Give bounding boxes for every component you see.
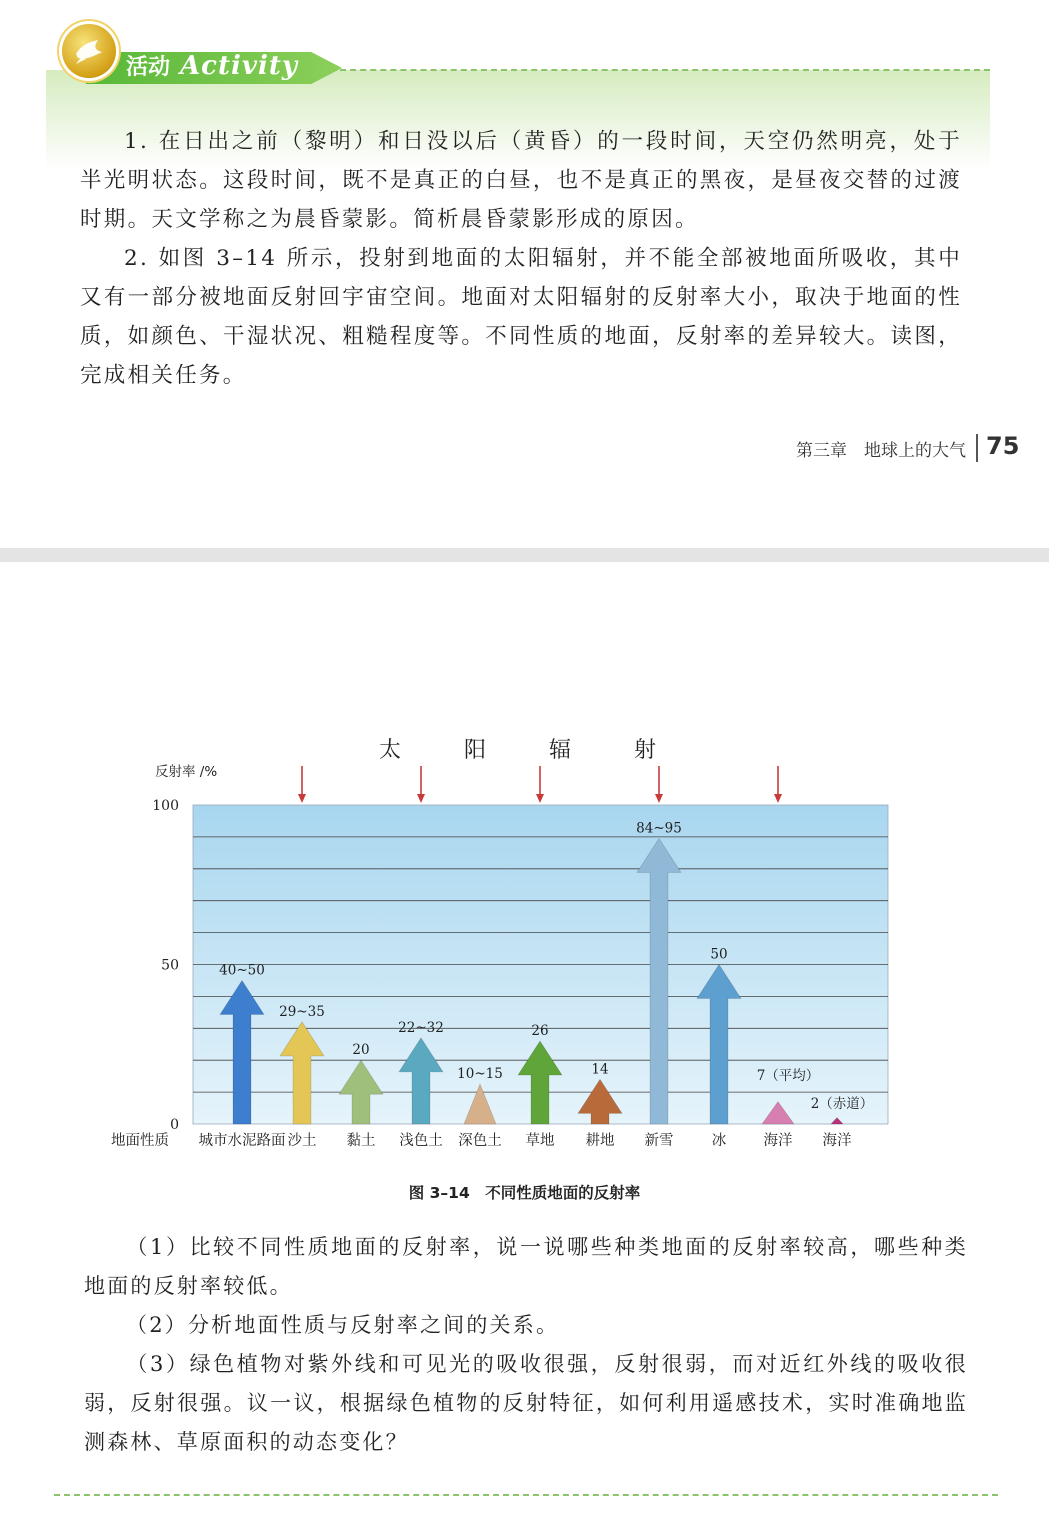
category-label: 浅色土: [399, 1133, 443, 1149]
category-label: 草地: [525, 1133, 555, 1149]
bottom-divider: [54, 1494, 998, 1496]
reflectivity-chart: [0, 760, 1049, 1170]
value-label: 14: [591, 1061, 609, 1078]
value-label: 50: [710, 946, 728, 963]
question-1: （1）比较不同性质地面的反射率，说一说哪些种类地面的反射率较高，哪些种类地面的反射率较低。: [84, 1235, 968, 1298]
category-label: 黏土: [346, 1133, 376, 1149]
value-label: 40~50: [219, 962, 265, 979]
value-label: 26: [531, 1023, 549, 1040]
value-label: 22~32: [398, 1019, 444, 1036]
category-label: 沙土: [287, 1133, 317, 1149]
activity-title: 活动: [126, 55, 171, 80]
solar-arrow-head: [417, 794, 425, 803]
value-label: 2（赤道）: [810, 1096, 874, 1112]
y-tick-label: 100: [152, 798, 179, 814]
category-label: 冰: [711, 1133, 727, 1149]
activity-subtitle: Activity: [180, 51, 298, 81]
category-label: 深色土: [458, 1133, 502, 1149]
page-gap: [0, 548, 1049, 562]
chart-title: 太 阳 辐 射: [379, 738, 684, 763]
solar-arrow-head: [536, 794, 544, 803]
solar-arrow-head: [774, 794, 782, 803]
question-3: （3）绿色植物对紫外线和可见光的吸收很强，反射很弱，而对近红外线的吸收很弱，反射很强。议一议，根据绿色植物的反射特征，如何利用遥感技术，实时准确地监测森林、草原面积的动态变化？: [84, 1352, 968, 1454]
x-axis-label: 地面性质: [111, 1133, 169, 1149]
value-label: 29~35: [279, 1003, 325, 1020]
value-label: 84~95: [636, 820, 682, 837]
category-label: 城市水泥路面: [198, 1133, 286, 1149]
category-label: 耕地: [585, 1133, 615, 1149]
value-label: 7（平均）: [756, 1068, 820, 1084]
page-number: 75: [986, 432, 1020, 460]
dove-icon: [62, 24, 116, 78]
chapter-label: 第三章 地球上的大气: [796, 441, 966, 461]
y-tick-label: 50: [161, 957, 179, 974]
y-axis-label: 反射率 /%: [155, 764, 218, 780]
figure-caption: 图 3–14 不同性质地面的反射率: [408, 1184, 641, 1202]
activity-paragraph-1: 1. 在日出之前（黎明）和日没以后（黄昏）的一段时间，天空仍然明亮，处于半光明状态。这段时间，既不是真正的白昼，也不是真正的黑夜，是昼夜交替的过渡时期。天文学称之为晨昏蒙影。简析晨昏蒙影形成的原因。: [80, 129, 962, 232]
value-label: 20: [352, 1042, 370, 1059]
solar-arrow-head: [298, 794, 306, 803]
activity-paragraph-2: 2. 如图 3–14 所示，投射到地面的太阳辐射，并不能全部被地面所吸收，其中又有一部分被地面反射回宇宙空间。地面对太阳辐射的反射率大小，取决于地面的性质，如颜色、干湿状况、粗糙程度等。不同性质的地面，反射率的差异较大。读图，完成相关任务。: [80, 246, 962, 388]
footer-separator: [976, 434, 978, 462]
category-label: 新雪: [644, 1133, 674, 1149]
solar-arrow-head: [655, 794, 663, 803]
y-tick-label: 0: [170, 1117, 179, 1133]
value-label: 10~15: [457, 1066, 503, 1083]
category-label: 海洋: [763, 1133, 793, 1149]
question-2: （2）分析地面性质与反射率之间的关系。: [126, 1313, 560, 1337]
activity-divider: [330, 69, 990, 71]
category-label: 海洋: [822, 1133, 852, 1149]
